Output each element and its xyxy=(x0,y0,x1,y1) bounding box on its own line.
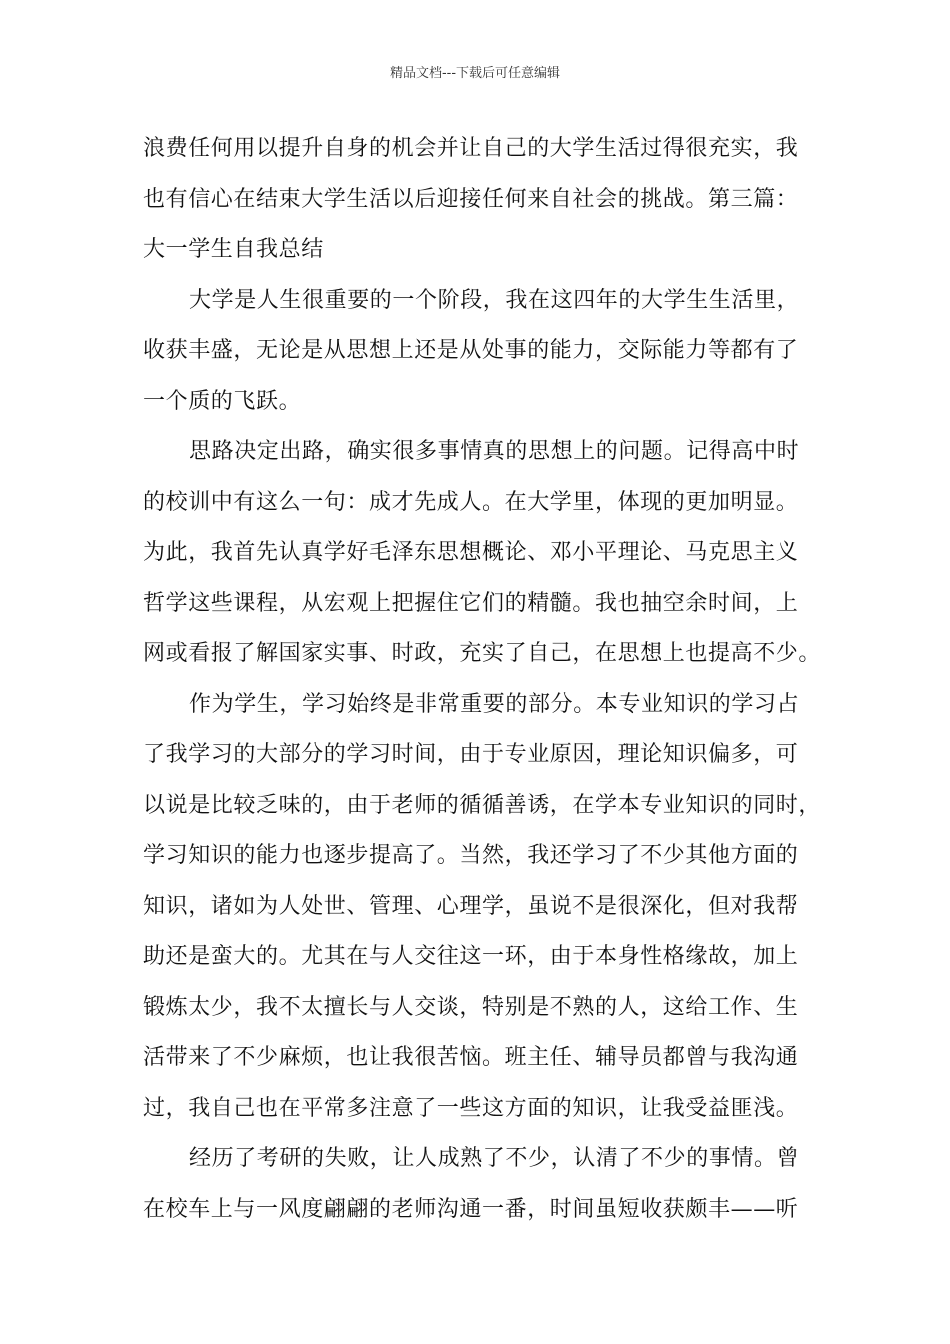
text-line: 为此，我首先认真学好毛泽东思想概论、邓小平理论、马克思主义 xyxy=(143,540,799,565)
text-line: 一个质的飞跃。 xyxy=(143,388,302,414)
text-line: 也有信心在结束大学生活以后迎接任何来自社会的挑战。第三篇： xyxy=(143,186,799,212)
text-line: 大学是人生很重要的一个阶段，我在这四年的大学生生活里， xyxy=(189,287,800,313)
text-line: 浪费任何用以提升自身的机会并让自己的大学生活过得很充实，我 xyxy=(143,136,799,161)
text-line: 以说是比较乏味的，由于老师的循循善诱，在学本专业知识的同时， xyxy=(143,792,822,818)
text-line: 过，我自己也在平常多注意了一些这方面的知识，让我受益匪浅。 xyxy=(143,1095,799,1121)
text-line: 收获丰盛，无论是从思想上还是从处事的能力，交际能力等都有了 xyxy=(143,338,799,363)
text-line: 作为学生，学习始终是非常重要的部分。本专业知识的学习占 xyxy=(189,691,800,717)
text-line: 助还是蛮大的。尤其在与人交往这一环，由于本身性格缘故，加上 xyxy=(143,944,799,969)
text-line: 活带来了不少麻烦，也让我很苦恼。班主任、辅导员都曾与我沟通 xyxy=(143,1045,799,1070)
text-line: 在校车上与一风度翩翩的老师沟通一番，时间虽短收获颇丰——听 xyxy=(143,1196,799,1222)
text-line: 锻炼太少，我不太擅长与人交谈，特别是不熟的人，这给工作、生 xyxy=(143,994,799,1020)
text-line: 了我学习的大部分的学习时间，由于专业原因，理论知识偏多，可 xyxy=(143,742,799,767)
text-line: 网或看报了解国家实事、时政，充实了自己，在思想上也提高不少。 xyxy=(143,641,822,666)
document-body xyxy=(143,124,823,1235)
page-header: 精品文档---下载后可任意编辑 xyxy=(389,66,561,81)
text-line: 经历了考研的失败，让人成熟了不少，认清了不少的事情。曾 xyxy=(189,1146,800,1171)
text-line: 知识，诸如为人处世、管理、心理学，虽说不是很深化，但对我帮 xyxy=(143,893,799,919)
text-line: 思路决定出路，确实很多事情真的思想上的问题。记得高中时 xyxy=(189,439,800,464)
text-line: 的校训中有这么一句：成才先成人。在大学里，体现的更加明显。 xyxy=(143,489,799,515)
text-line: 大一学生自我总结 xyxy=(143,237,324,262)
text-line: 哲学这些课程，从宏观上把握住它们的精髓。我也抽空余时间，上 xyxy=(143,590,799,616)
text-line: 学习知识的能力也逐步提高了。当然，我还学习了不少其他方面的 xyxy=(143,843,799,868)
